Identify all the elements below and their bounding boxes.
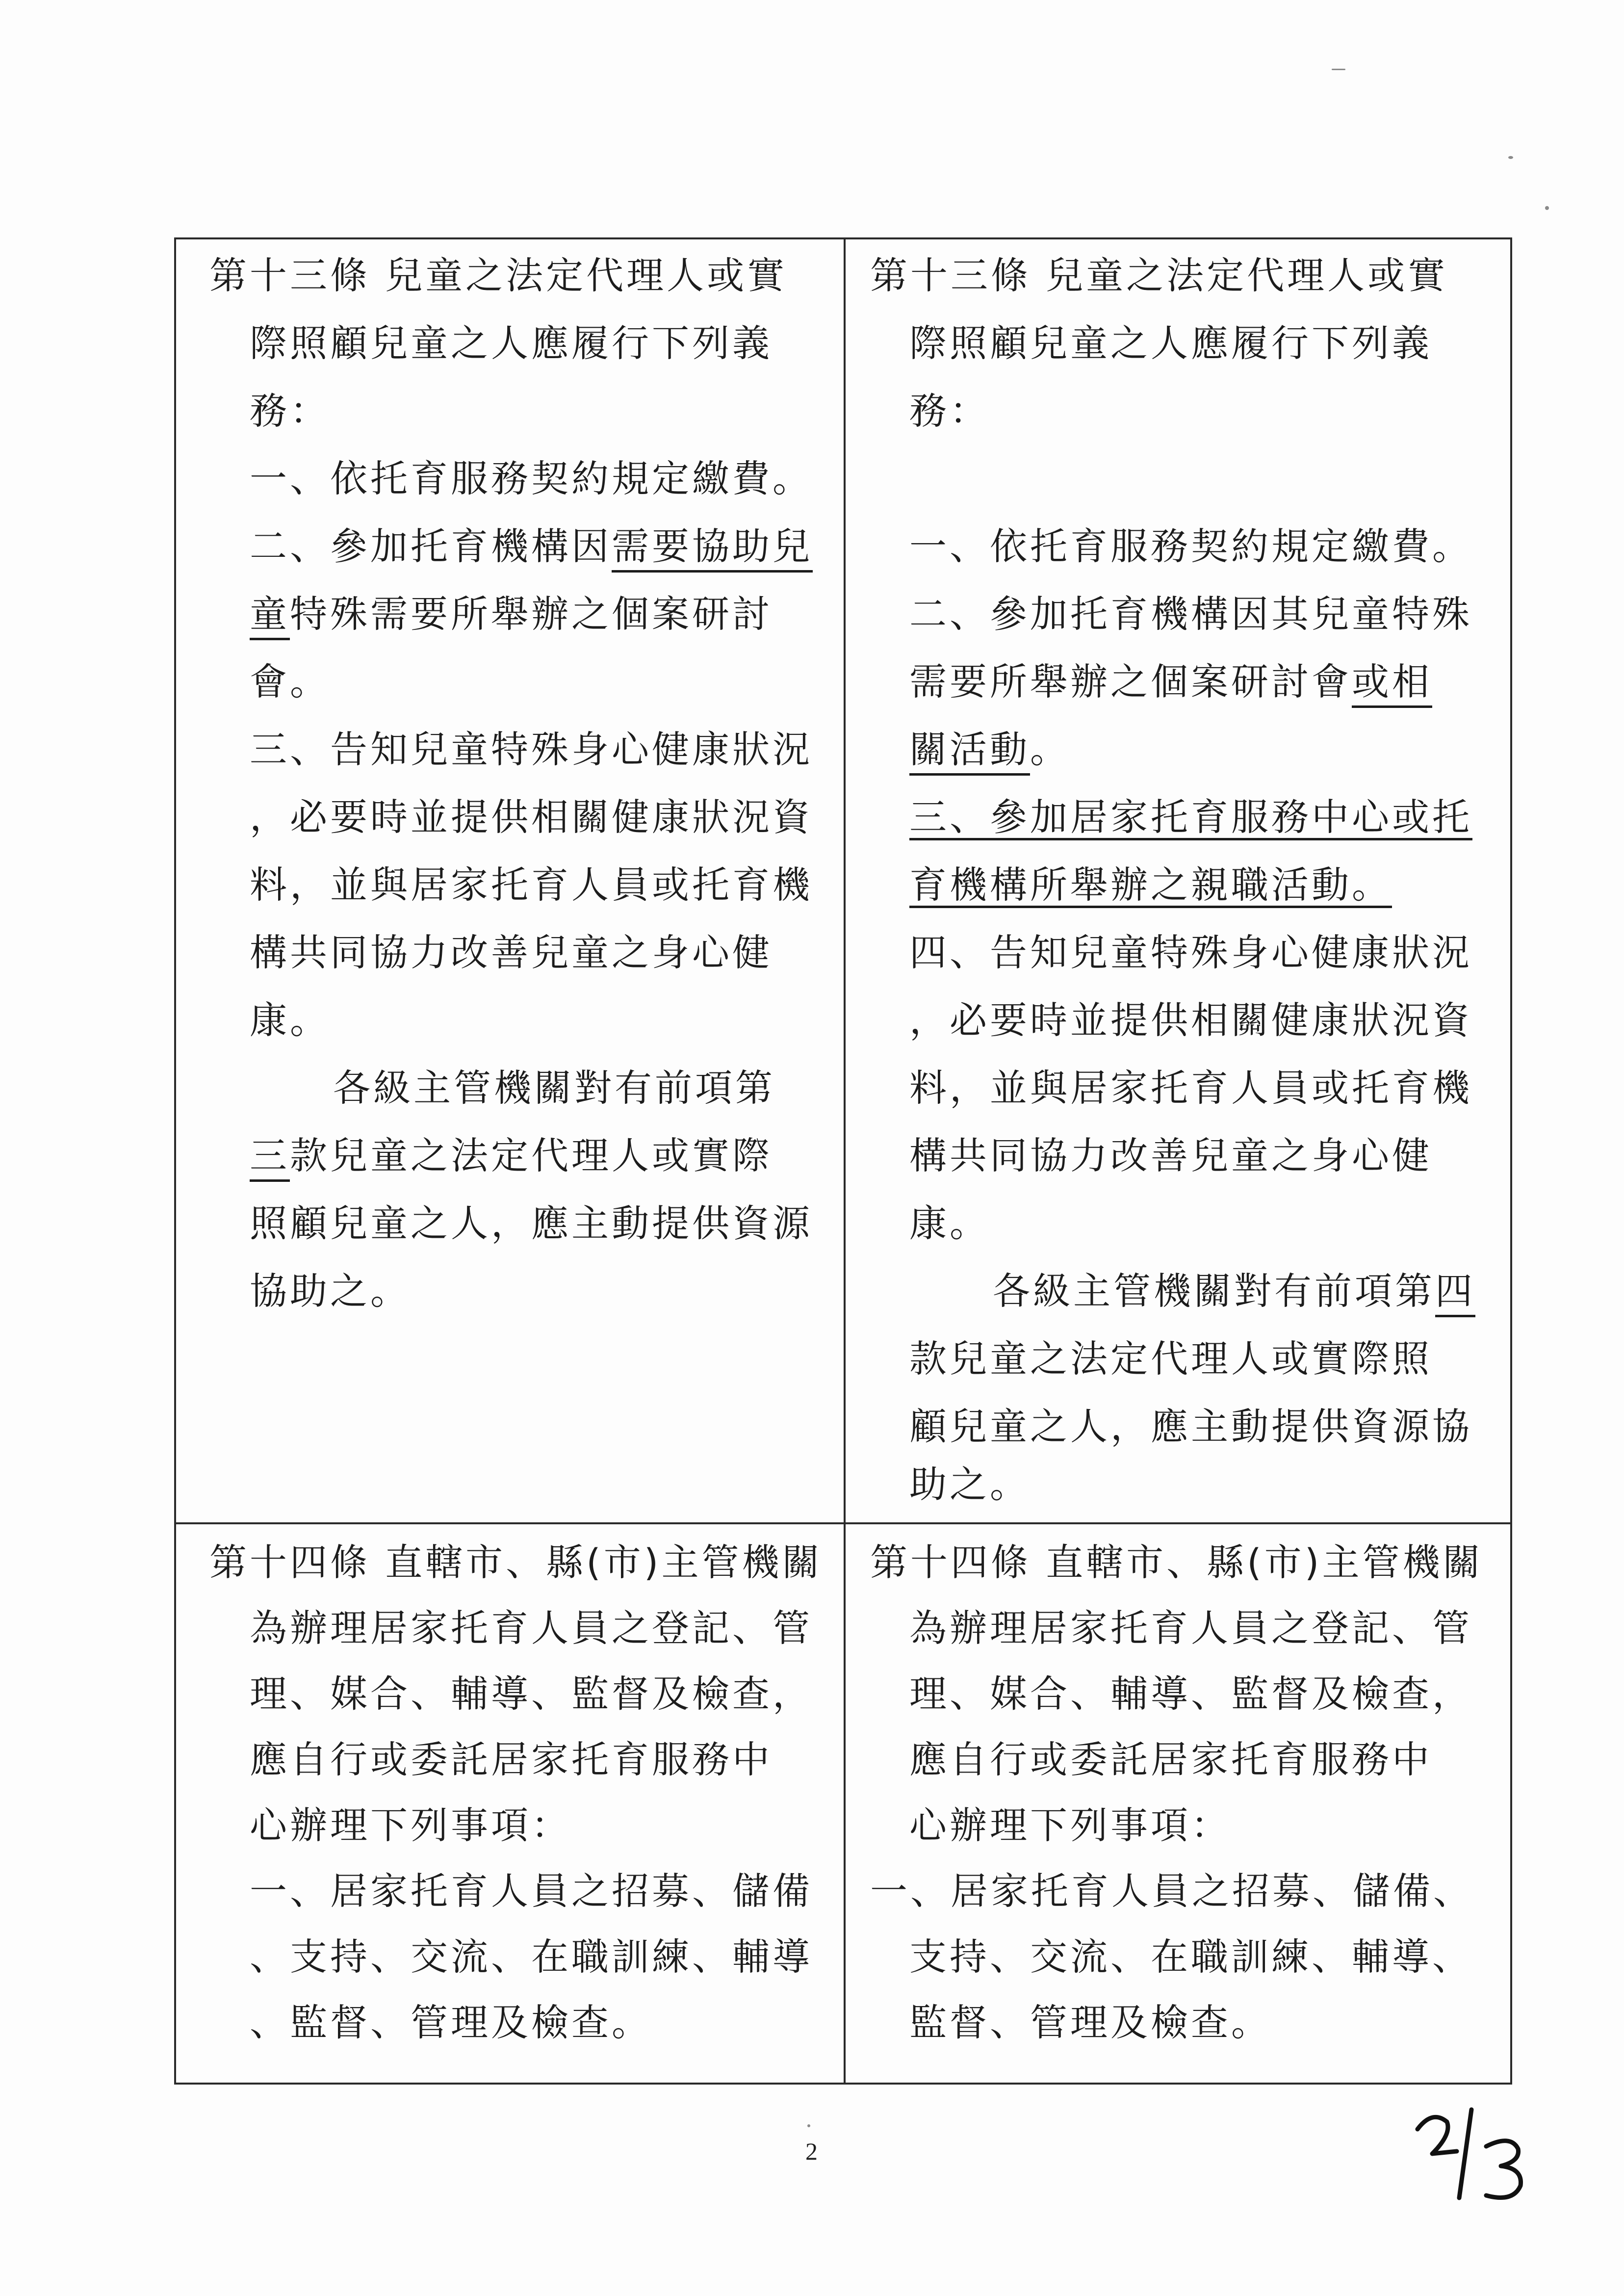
amended-text: 需要協助兒 (612, 524, 813, 573)
text-segment: 。 (1030, 728, 1070, 771)
text-line (250, 524, 813, 568)
text-line: 一、居家托育人員之招募、儲備、 (870, 1869, 1473, 1913)
text-line: 第十三條 兒童之法定代理人或實 (870, 254, 1448, 297)
text-line: 應自行或委託居家托育服務中 (909, 1738, 1432, 1781)
text-line: 監督、管理及檢查。 (909, 2001, 1271, 2044)
text-line: 康。 (909, 1201, 990, 1245)
text-line: 心辦理下列事項： (909, 1803, 1231, 1847)
scan-speck (807, 2124, 810, 2127)
text-line: 理、媒合、輔導、監督及檢查， (909, 1672, 1472, 1716)
text-line: 會。 (250, 660, 330, 704)
text-line: 助之。 (909, 1462, 1030, 1506)
text-line: 為辦理居家托育人員之登記、管 (250, 1606, 813, 1650)
text-line: 各級主管機關對有前項第 (333, 1066, 775, 1110)
handwritten-page-mark (1413, 2100, 1540, 2208)
text-line: 第十三條 兒童之法定代理人或實 (209, 254, 788, 297)
article-13-current-cell (176, 239, 844, 1522)
text-line: 第十四條 直轄市、縣(市)主管機關 (209, 1540, 823, 1584)
text-line: 第十四條 直轄市、縣(市)主管機關 (870, 1540, 1483, 1584)
text-line: ，必要時並提供相關健康狀況資 (250, 795, 813, 839)
article-14-amended-cell (846, 1524, 1512, 2085)
text-line (993, 1269, 1475, 1313)
amended-text: 四 (1435, 1269, 1475, 1317)
text-line: 、監督、管理及檢查。 (250, 2001, 652, 2044)
text-line (909, 728, 1070, 771)
text-line: 支持、交流、在職訓練、輔導、 (909, 1935, 1472, 1979)
text-line: 務： (250, 389, 330, 433)
text-line: 一、居家托育人員之招募、儲備 (250, 1869, 813, 1913)
text-line (909, 660, 1432, 704)
text-line: 照顧兒童之人，應主動提供資源 (250, 1201, 813, 1245)
text-segment: 款兒童之法定代理人或實際 (290, 1134, 773, 1177)
text-line: 、支持、交流、在職訓練、輔導 (250, 1935, 813, 1979)
text-line: 務： (909, 389, 990, 433)
text-line: 協助之。 (250, 1269, 411, 1313)
text-segment: 各級主管機關對有前項第 (993, 1269, 1435, 1313)
text-line: 一、依托育服務契約規定繳費。 (909, 524, 1472, 568)
text-line: 三、告知兒童特殊身心健康狀況 (250, 728, 813, 771)
text-segment: 二、參加托育機構因 (250, 524, 612, 568)
amended-text: 三、參加居家托育服務中心或托 (909, 799, 1472, 840)
amended-text: 童 (250, 592, 290, 640)
amended-text: 或相 (1352, 660, 1432, 708)
scan-speck (1545, 206, 1549, 210)
text-line: 款兒童之法定代理人或實際照 (909, 1337, 1432, 1381)
text-segment: 特殊需要所舉辦之個案研討 (290, 592, 773, 636)
text-line: 構共同協力改善兒童之身心健 (250, 931, 773, 974)
text-line: 料，並與居家托育人員或托育機 (909, 1066, 1472, 1110)
text-line (250, 592, 773, 636)
text-line: ，必要時並提供相關健康狀況資 (909, 998, 1472, 1042)
text-line: 際照顧兒童之人應履行下列義 (250, 321, 773, 365)
text-line: 顧兒童之人，應主動提供資源協 (909, 1405, 1472, 1448)
text-line (250, 1134, 773, 1177)
article-13-amended-cell (846, 239, 1512, 1522)
scan-speck (1332, 69, 1345, 70)
text-segment: 需要所舉辦之個案研討會 (909, 660, 1352, 704)
text-line: 料，並與居家托育人員或托育機 (250, 863, 813, 907)
text-line: 際照顧兒童之人應履行下列義 (909, 321, 1432, 365)
scan-speck (1508, 156, 1513, 159)
text-line: 康。 (250, 998, 330, 1042)
text-line: 四、告知兒童特殊身心健康狀況 (909, 931, 1472, 974)
amended-text: 關活動 (909, 728, 1030, 776)
text-line: 心辦理下列事項： (250, 1803, 571, 1847)
text-line: 構共同協力改善兒童之身心健 (909, 1134, 1432, 1177)
article-14-current-cell (176, 1524, 844, 2085)
page-number: 2 (805, 2138, 818, 2165)
text-line: 應自行或委託居家托育服務中 (250, 1738, 773, 1781)
amended-text: 三 (250, 1134, 290, 1182)
text-line: 為辦理居家托育人員之登記、管 (909, 1606, 1472, 1650)
comparison-table (174, 237, 1512, 2085)
amended-text: 育機構所舉辦之親職活動。 (909, 866, 1392, 908)
text-line: 一、依托育服務契約規定繳費。 (250, 457, 813, 500)
text-line: 理、媒合、輔導、監督及檢查， (250, 1672, 813, 1716)
text-line: 二、參加托育機構因其兒童特殊 (909, 592, 1472, 636)
